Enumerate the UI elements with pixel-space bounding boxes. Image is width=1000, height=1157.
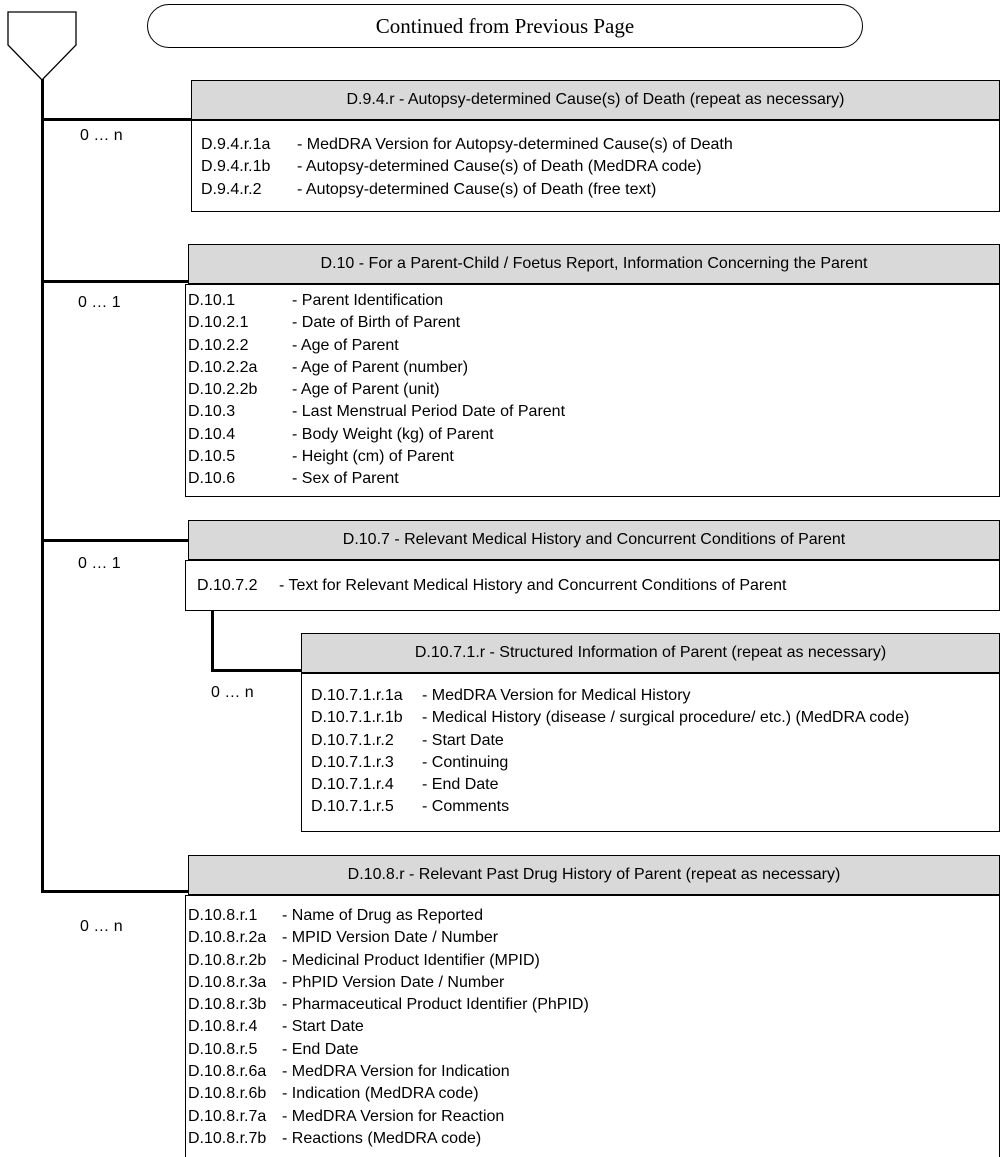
field-row	[188, 1083, 999, 1105]
field-code: D.10.8.r.3a	[188, 973, 267, 991]
field-description: - Body Weight (kg) of Parent	[292, 425, 494, 443]
off-page-connector-icon	[0, 0, 90, 90]
section-header-text: D.9.4.r - Autopsy-determined Cause(s) of Death (repeat as necessary)	[346, 91, 845, 108]
field-row	[188, 357, 999, 379]
field-description: - Medical History (disease / surgical procedure/ etc.) (MedDRA code)	[422, 709, 910, 727]
field-description: - Age of Parent (unit)	[292, 381, 440, 399]
field-code: D.10.8.r.4	[188, 1018, 258, 1036]
field-row	[311, 730, 999, 752]
field-row	[188, 1061, 999, 1083]
field-code: D.10.7.1.r.4	[311, 776, 394, 794]
field-row	[188, 468, 999, 490]
field-code: D.10.8.r.5	[188, 1040, 258, 1058]
field-description: - Autopsy-determined Cause(s) of Death (free text)	[297, 180, 657, 198]
field-row	[188, 312, 999, 334]
section-header-text: D.10.7.1.r - Structured Information of Parent (repeat as necessary)	[414, 644, 887, 661]
branch-line-d107	[41, 539, 188, 542]
field-description: - Comments	[422, 798, 510, 816]
field-code: D.10.2.2	[188, 336, 249, 354]
section-body	[185, 560, 1000, 611]
field-row	[188, 1016, 999, 1038]
field-description: - Parent Identification	[292, 292, 444, 309]
sub-connector-line	[211, 610, 214, 672]
field-description: - Continuing	[422, 753, 509, 771]
section-header-text: D.10.7 - Relevant Medical History and Concurrent Conditions of Parent	[342, 531, 846, 548]
field-description: - Age of Parent (number)	[292, 358, 469, 376]
field-description: - Start Date	[282, 1018, 364, 1036]
section-header	[188, 520, 1000, 560]
field-code: D.10.8.r.6a	[188, 1063, 267, 1081]
field-code: D.10.4	[188, 425, 236, 443]
cardinality-label: 0 … 1	[78, 294, 121, 311]
field-code: D.10.8.r.3b	[188, 996, 267, 1014]
field-code: D.9.4.r.1a	[201, 136, 271, 153]
field-description: - Age of Parent	[292, 336, 399, 354]
field-code: D.10.7.1.r.1a	[311, 687, 403, 704]
field-description: - Date of Birth of Parent	[292, 314, 461, 332]
field-row	[188, 1128, 999, 1150]
field-code: D.10.8.r.1	[188, 907, 258, 924]
section-body	[191, 120, 1000, 212]
field-description: - Autopsy-determined Cause(s) of Death (MedDRA code)	[297, 158, 702, 176]
section-header	[301, 633, 1000, 673]
field-description: - End Date	[282, 1040, 359, 1058]
cardinality-label: 0 … n	[211, 684, 254, 701]
field-description: - Pharmaceutical Product Identifier (PhPID)	[282, 996, 589, 1014]
main-connector-line	[41, 79, 44, 893]
field-code: D.10.6	[188, 470, 236, 488]
field-code: D.10.1	[188, 292, 236, 309]
section-header	[191, 80, 1000, 120]
branch-line-d108	[41, 890, 188, 893]
field-description: - MedDRA Version for Reaction	[282, 1107, 505, 1125]
field-code: D.10.7.1.r.1b	[311, 709, 403, 727]
field-row	[188, 379, 999, 401]
field-row	[188, 950, 999, 972]
field-description: - Text for Relevant Medical History and Concurrent Conditions of Parent	[279, 577, 787, 594]
field-row	[188, 424, 999, 446]
section-header-text: D.10 - For a Parent-Child / Foetus Report, Information Concerning the Parent	[320, 255, 868, 272]
field-row	[188, 401, 999, 423]
field-row	[311, 685, 999, 707]
field-code: D.10.5	[188, 448, 236, 466]
field-description: - MedDRA Version for Indication	[282, 1063, 510, 1081]
field-description: - MedDRA Version for Medical History	[422, 687, 691, 704]
field-code: D.10.7.1.r.5	[311, 798, 394, 816]
field-description: - Name of Drug as Reported	[282, 907, 483, 924]
field-row	[201, 156, 999, 178]
field-code: D.9.4.r.1b	[201, 158, 271, 176]
field-description: - MPID Version Date / Number	[282, 929, 499, 947]
field-code: D.10.8.r.7b	[188, 1129, 267, 1147]
section-body	[301, 673, 1000, 832]
field-description: - Last Menstrual Period Date of Parent	[292, 403, 566, 421]
field-row	[201, 179, 999, 201]
field-row	[311, 796, 999, 818]
field-row	[188, 994, 999, 1016]
field-description: - Reactions (MedDRA code)	[282, 1129, 482, 1147]
cardinality-label: 0 … n	[80, 918, 123, 935]
continued-banner-text: Continued from Previous Page	[375, 13, 635, 38]
field-row	[188, 1106, 999, 1128]
field-row	[188, 905, 999, 927]
field-row	[311, 774, 999, 796]
continued-banner	[147, 4, 863, 48]
field-code: D.10.7.2	[197, 577, 258, 594]
field-code: D.10.8.r.6b	[188, 1085, 267, 1103]
section-header-text: D.10.8.r - Relevant Past Drug History of Parent (repeat as necessary)	[347, 866, 841, 883]
field-code: D.10.3	[188, 403, 236, 421]
cardinality-label: 0 … 1	[78, 555, 121, 572]
field-row	[311, 752, 999, 774]
field-description: - MedDRA Version for Autopsy-determined Cause(s) of Death	[297, 136, 733, 153]
field-row	[188, 1039, 999, 1061]
field-description: - Sex of Parent	[292, 470, 399, 488]
field-row	[188, 446, 999, 468]
section-body	[185, 895, 1000, 1157]
field-description: - Start Date	[422, 731, 504, 749]
field-code: D.10.8.r.7a	[188, 1107, 267, 1125]
field-code: D.10.2.1	[188, 314, 249, 332]
field-description: - Medicinal Product Identifier (MPID)	[282, 951, 540, 969]
branch-line-d94	[41, 118, 191, 121]
field-code: D.10.7.1.r.2	[311, 731, 394, 749]
field-row	[188, 972, 999, 994]
cardinality-label: 0 … n	[80, 127, 123, 144]
field-row	[197, 575, 999, 597]
field-row	[188, 335, 999, 357]
section-header	[188, 855, 1000, 895]
section-body	[185, 284, 1000, 497]
field-description: - Indication (MedDRA code)	[282, 1085, 479, 1103]
field-row	[188, 290, 999, 312]
field-row	[201, 134, 999, 156]
field-code: D.10.2.2a	[188, 358, 258, 376]
field-row	[311, 707, 999, 729]
field-code: D.10.8.r.2b	[188, 951, 267, 969]
field-description: - Height (cm) of Parent	[292, 448, 454, 466]
field-code: D.10.8.r.2a	[188, 929, 267, 947]
section-header	[188, 244, 1000, 284]
branch-line-d10	[41, 280, 188, 283]
field-code: D.10.2.2b	[188, 381, 258, 399]
field-row	[188, 927, 999, 949]
field-description: - End Date	[422, 776, 499, 794]
branch-line-d1071	[211, 669, 301, 672]
field-code: D.9.4.r.2	[201, 180, 262, 198]
field-description: - PhPID Version Date / Number	[282, 973, 505, 991]
field-code: D.10.7.1.r.3	[311, 753, 394, 771]
